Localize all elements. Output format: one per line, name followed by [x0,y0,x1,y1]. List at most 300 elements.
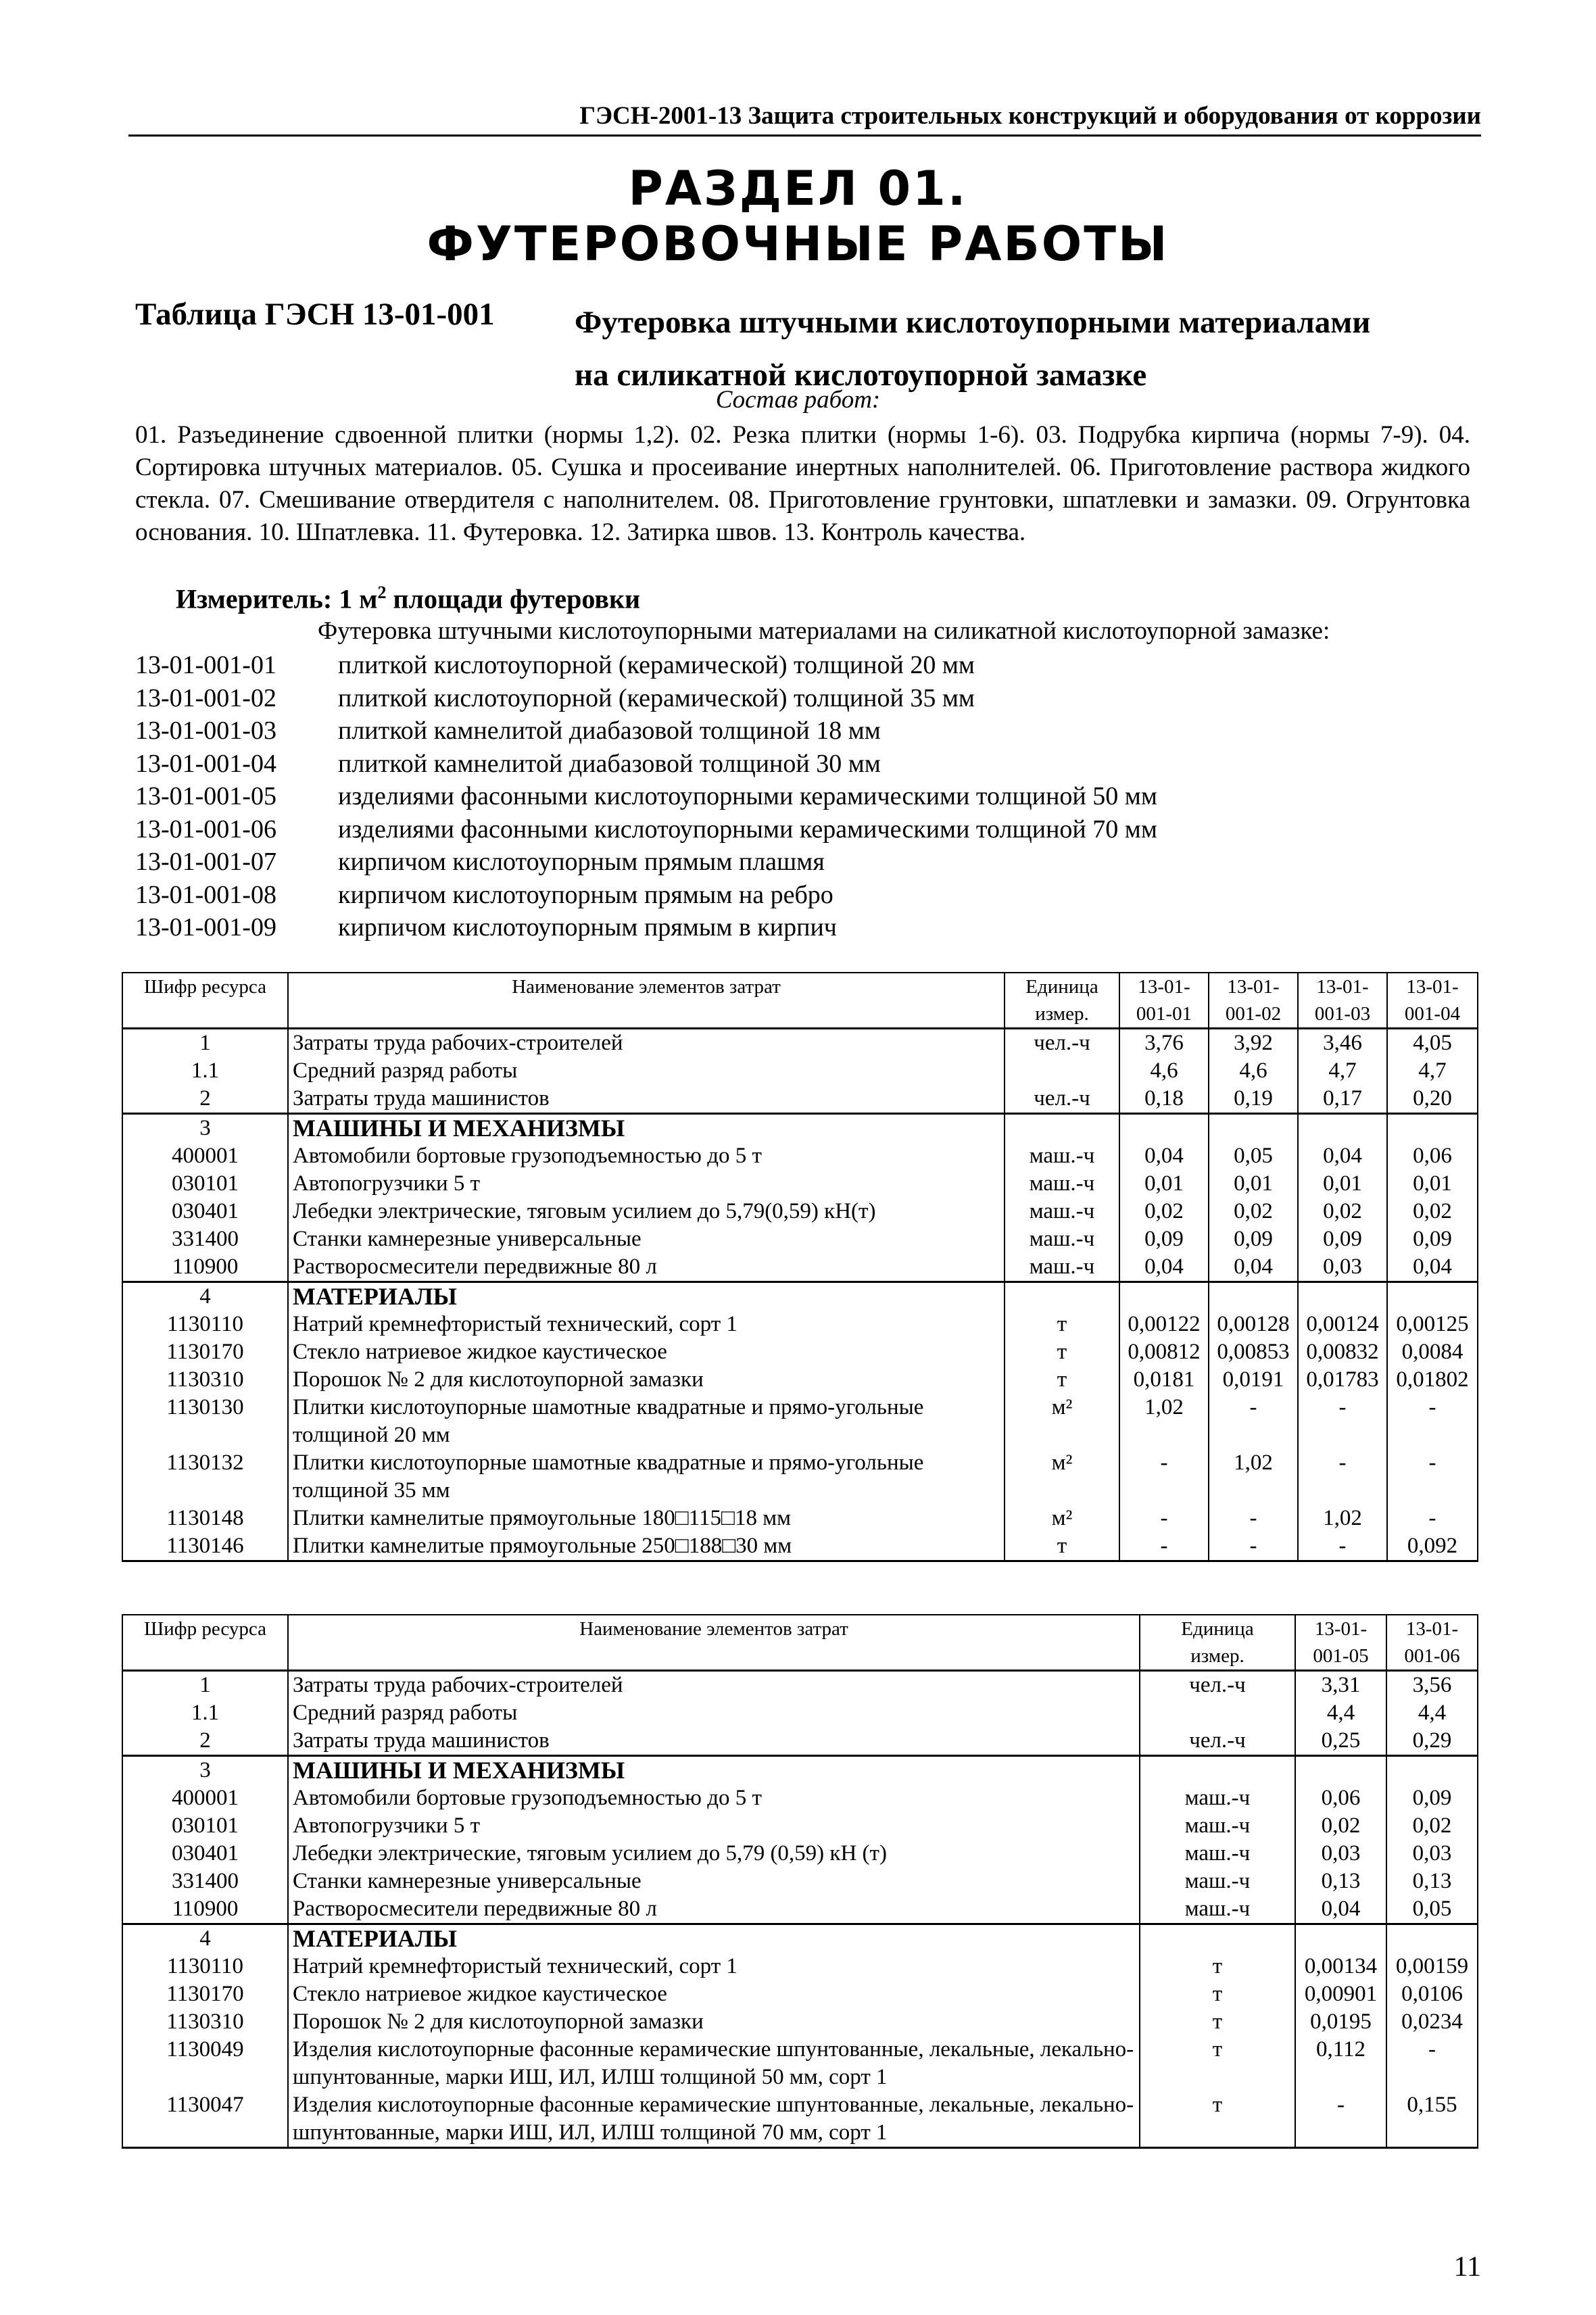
resource-value: 0,03 [1298,1253,1387,1282]
resource-value: 0,00122 [1119,1311,1209,1338]
table-row [122,1338,1478,1366]
resource-code: 030101 [122,1170,288,1198]
resource-code: 2 [122,1085,288,1114]
resource-unit [1140,1699,1295,1727]
resource-name: Изделия кислотоупорные фасонные керамические шпунтованные, лекальные, лекально-шпунтованные, марки ИШ, ИЛ, ИЛШ толщиной 70 мм, сорт 1 [288,2091,1140,2148]
resource-value: 0,02 [1119,1198,1209,1225]
resource-value: 0,092 [1387,1532,1478,1561]
resource-value: 0,00124 [1298,1311,1387,1338]
table-id: Таблица ГЭСН 13-01-001 [135,297,495,332]
composition-text: 01. Разъединение сдвоенной плитки (нормы 1,2). 02. Резка плитки (нормы 1-6). 03. Подрубка кирпича (нормы 7-9). 04. Сортировка штучных материалов. 05. Сушка и просеивание инертных наполнителей. 06. Приготовление раствора жидкого стекла. 07. Смешивание отвердителя с наполнителем. 08. Приготовление грунтовки, шпатлевки и замазки. 09. Огрунтовка основания. 10. Шпатлевка. 11. Футеровка. 12. Затирка швов. 13. Контроль качества. [135,421,1470,546]
table-row [122,1057,1478,1085]
header-unit [1005,973,1119,1029]
resource-value: - [1298,1449,1387,1505]
resource-value: - [1295,2091,1386,2148]
resources-table-1 [122,972,1478,1562]
running-header: ГЭСН-2001-13 Защита строительных конструкций и оборудования от коррозии [128,101,1481,137]
resource-value: 0,0234 [1386,2008,1478,2036]
resource-unit: м² [1005,1505,1119,1532]
resource-value [1387,1282,1478,1311]
resource-value: 0,09 [1209,1225,1298,1253]
table-row [122,1366,1478,1394]
resource-value: 4,6 [1209,1057,1298,1085]
header-row [122,1615,1478,1671]
header-unit [1140,1615,1295,1671]
resource-unit: чел.-ч [1140,1727,1295,1756]
resource-value: 4,7 [1387,1057,1478,1085]
header-norm-line-1: 13-01- [1316,976,1369,998]
norm-item [135,879,1157,912]
resource-value: 0,29 [1386,1727,1478,1756]
resource-unit [1005,1114,1119,1143]
resource-name: МАТЕРИАЛЫ [288,1924,1140,1953]
resource-value: 0,09 [1387,1225,1478,1253]
norm-text: кирпичом кислотоупорным прямым плашмя [338,848,825,876]
resource-name: Лебедки электрические, тяговым усилием до 5,79(0,59) кН(т) [288,1198,1005,1225]
header-norm-line-2: 001-02 [1225,1003,1282,1025]
resource-value [1119,1114,1209,1143]
resource-code: 400001 [122,1142,288,1170]
norms-intro: Футеровка штучными кислотоупорными материалами на силикатной кислотоупорной замазке: [318,617,1330,645]
resource-value: - [1209,1532,1298,1561]
header-name: Наименование элементов затрат [288,1615,1140,1671]
resource-value: - [1119,1449,1209,1505]
resource-unit: маш.-ч [1140,1895,1295,1924]
norm-text: плиткой камнелитой диабазовой толщиной 18 мм [338,716,881,745]
norm-text: плиткой кислотоупорной (керамической) толщиной 35 мм [338,683,975,712]
table-row [122,1253,1478,1282]
resource-code: 030101 [122,1812,288,1840]
resource-name: Средний разряд работы [288,1699,1140,1727]
resource-value: 0,00812 [1119,1338,1209,1366]
table-row [122,1671,1478,1700]
norm-item [135,911,1157,944]
header-norm-column [1387,973,1478,1029]
resource-value: 0,01 [1119,1170,1209,1198]
norm-code: 13-01-001-02 [135,683,276,712]
resource-value: 0,04 [1119,1253,1209,1282]
resource-value: - [1209,1505,1298,1532]
resource-code: 331400 [122,1225,288,1253]
resource-value: 4,05 [1387,1029,1478,1058]
table-row [122,2036,1478,2091]
header-code: Шифр ресурса [122,1615,288,1671]
resource-value: 3,76 [1119,1029,1209,1058]
measurement-unit [176,583,640,614]
resource-unit: чел.-ч [1005,1029,1119,1058]
resource-value: 0,01 [1298,1170,1387,1198]
resource-value: 1,02 [1119,1394,1209,1449]
resource-unit [1140,1924,1295,1953]
resource-value [1298,1282,1387,1311]
resource-value [1209,1282,1298,1311]
resource-code: 400001 [122,1784,288,1812]
resource-unit: т [1005,1366,1119,1394]
header-norm-line-2: 001-05 [1313,1645,1369,1667]
norm-code: 13-01-001-04 [135,749,276,778]
resource-name: Стекло натриевое жидкое каустическое [288,1338,1005,1366]
resource-value: 0,112 [1295,2036,1386,2091]
resource-value: 0,03 [1386,1840,1478,1868]
resource-value: 0,0106 [1386,1980,1478,2008]
resource-code: 1130148 [122,1505,288,1532]
table-row [122,1924,1478,1953]
resource-value: 0,0191 [1209,1366,1298,1394]
resource-value [1386,1756,1478,1785]
resource-value: 1,02 [1298,1505,1387,1532]
resource-name: Изделия кислотоупорные фасонные керамические шпунтованные, лекальные, лекально-шпунтованные, марки ИШ, ИЛ, ИЛШ толщиной 50 мм, сорт 1 [288,2036,1140,2091]
resource-name: Растворосмесители передвижные 80 л [288,1253,1005,1282]
resource-name: Автомобили бортовые грузоподъемностью до 5 т [288,1142,1005,1170]
resource-value: 0,20 [1387,1085,1478,1114]
resource-value: 0,01802 [1387,1366,1478,1394]
norm-text: кирпичом кислотоупорным прямым на ребро [338,880,833,909]
table-row [122,1840,1478,1868]
header-norm-line-2: 001-03 [1314,1003,1371,1025]
norm-item [135,649,1157,682]
resource-value: 0,13 [1386,1868,1478,1895]
resource-value: 0,00832 [1298,1338,1387,1366]
norm-code: 13-01-001-03 [135,716,276,745]
resource-value: 0,04 [1119,1142,1209,1170]
resource-value: 0,05 [1209,1142,1298,1170]
resource-value: 4,4 [1386,1699,1478,1727]
table-row [122,1895,1478,1924]
resources-table-2 [122,1614,1478,2149]
norm-code: 13-01-001-08 [135,880,276,909]
resource-code: 1130310 [122,2008,288,2036]
resource-name: Плитки кислотоупорные шамотные квадратные и прямо-угольные толщиной 20 мм [288,1394,1005,1449]
norm-code: 13-01-001-07 [135,848,276,876]
resource-unit: маш.-ч [1005,1225,1119,1253]
resource-unit: т [1005,1338,1119,1366]
table-row [122,2091,1478,2148]
resource-name: Затраты труда рабочих-строителей [288,1671,1140,1700]
resource-value [1295,1924,1386,1953]
resource-code: 1130132 [122,1449,288,1505]
page-number: 11 [1453,2251,1481,2283]
table-row [122,1198,1478,1225]
resource-value: 0,155 [1386,2091,1478,2148]
header-norm-column [1209,973,1298,1029]
resource-value [1119,1282,1209,1311]
header-norm-line-1: 13-01- [1227,976,1280,998]
table-title-line-2: на силикатной кислотоупорной замазке [575,358,1147,393]
resource-value: 0,00125 [1387,1311,1478,1338]
resource-name: Плитки камнелитые прямоугольные 250□188□30 мм [288,1532,1005,1561]
resource-value: 0,00901 [1295,1980,1386,2008]
table-row [122,1029,1478,1058]
resource-value: - [1387,1505,1478,1532]
resource-value: 0,0195 [1295,2008,1386,2036]
resource-value: 0,03 [1295,1840,1386,1868]
header-norm-line-2: 001-06 [1404,1645,1460,1667]
header-norm-line-1: 13-01- [1138,976,1190,998]
resource-code: 1 [122,1029,288,1058]
header-norm-line-1: 13-01- [1406,976,1459,998]
section-title: РАЗДЕЛ 01. [628,161,968,216]
norm-item [135,748,1157,781]
resource-code: 1130310 [122,1366,288,1394]
resource-unit: т [1140,2091,1295,2148]
resource-value: 0,09 [1298,1225,1387,1253]
table-row [122,1812,1478,1840]
norm-item [135,846,1157,879]
resource-name: Автопогрузчики 5 т [288,1170,1005,1198]
norm-item [135,714,1157,748]
resource-value: 0,13 [1295,1868,1386,1895]
resource-value: 0,17 [1298,1085,1387,1114]
header-norm-line-1: 13-01- [1405,1618,1459,1640]
norm-text: плиткой камнелитой диабазовой толщиной 30 мм [338,749,881,778]
resource-value: - [1387,1449,1478,1505]
header-unit-line-2: измер. [1190,1645,1244,1667]
resource-value: 0,02 [1298,1198,1387,1225]
resource-value: 0,02 [1295,1812,1386,1840]
norm-code: 13-01-001-01 [135,651,276,679]
resource-value: 0,01 [1387,1170,1478,1198]
table-row [122,1394,1478,1449]
resource-unit: чел.-ч [1140,1671,1295,1700]
resource-unit: маш.-ч [1005,1170,1119,1198]
resource-value: 0,01783 [1298,1366,1387,1394]
resource-value: 0,02 [1386,1812,1478,1840]
composition-title: Состав работ: [715,386,881,414]
resource-value: 3,92 [1209,1029,1298,1058]
resource-code: 3 [122,1756,288,1785]
table-row [122,1170,1478,1198]
resource-name: Плитки кислотоупорные шамотные квадратные и прямо-угольные толщиной 35 мм [288,1449,1005,1505]
resource-value: 4,6 [1119,1057,1209,1085]
resource-value: - [1119,1505,1209,1532]
resource-name: Станки камнерезные универсальные [288,1868,1140,1895]
resource-name: Натрий кремнефтористый технический, сорт 1 [288,1953,1140,1980]
resource-value: 0,06 [1387,1142,1478,1170]
resource-value: 0,00159 [1386,1953,1478,1980]
resource-code: 030401 [122,1840,288,1868]
resource-unit: маш.-ч [1140,1812,1295,1840]
resource-value: 0,0084 [1387,1338,1478,1366]
resource-unit: м² [1005,1394,1119,1449]
table-row [122,1868,1478,1895]
resource-value: 4,4 [1295,1699,1386,1727]
resource-unit: т [1140,2036,1295,2091]
resource-unit: маш.-ч [1005,1253,1119,1282]
resource-unit: т [1005,1311,1119,1338]
resource-name: МАТЕРИАЛЫ [288,1282,1005,1311]
resource-code: 1130130 [122,1394,288,1449]
table-row [122,1980,1478,2008]
resource-unit [1005,1057,1119,1085]
resource-unit [1005,1282,1119,1311]
resource-unit: чел.-ч [1005,1085,1119,1114]
resource-value: 0,00134 [1295,1953,1386,1980]
header-name: Наименование элементов затрат [288,973,1005,1029]
resource-value [1386,1924,1478,1953]
resource-value [1295,1756,1386,1785]
resource-value: 1,02 [1209,1449,1298,1505]
resource-code: 1130110 [122,1953,288,1980]
measure-prefix: Измеритель: 1 м [176,583,378,614]
resource-code: 110900 [122,1895,288,1924]
resource-unit: т [1140,1980,1295,2008]
table-row [122,1699,1478,1727]
resource-value: 0,04 [1387,1253,1478,1282]
table-row [122,1505,1478,1532]
resource-name: Лебедки электрические, тяговым усилием до 5,79 (0,59) кН (т) [288,1840,1140,1868]
section-subtitle: ФУТЕРОВОЧНЫЕ РАБОТЫ [427,216,1169,272]
norms-list [135,649,1157,944]
resource-unit: т [1140,1953,1295,1980]
resource-value: 0,02 [1387,1198,1478,1225]
resource-value: 0,19 [1209,1085,1298,1114]
resource-code: 1 [122,1671,288,1700]
resource-name: Затраты труда рабочих-строителей [288,1029,1005,1058]
norm-item [135,682,1157,715]
resource-value: 3,31 [1295,1671,1386,1700]
resource-value: 0,09 [1119,1225,1209,1253]
resource-name: Затраты труда машинистов [288,1085,1005,1114]
resource-value: 0,06 [1295,1784,1386,1812]
resource-name: Затраты труда машинистов [288,1727,1140,1756]
norm-text: плиткой кислотоупорной (керамической) толщиной 20 мм [338,651,975,679]
norm-item [135,780,1157,813]
resource-code: 1130170 [122,1980,288,2008]
resource-value: - [1386,2036,1478,2091]
header-unit-line-2: измер. [1035,1003,1089,1025]
measure-suffix: площади футеровки [386,583,641,614]
resource-code: 1130170 [122,1338,288,1366]
resource-name: Стекло натриевое жидкое каустическое [288,1980,1140,2008]
resource-unit [1140,1756,1295,1785]
resource-value [1209,1114,1298,1143]
table-row [122,1727,1478,1756]
resource-value: - [1119,1532,1209,1561]
resource-name: Станки камнерезные универсальные [288,1225,1005,1253]
header-code: Шифр ресурса [122,973,288,1029]
resource-value: - [1387,1394,1478,1449]
resource-value: 0,18 [1119,1085,1209,1114]
resource-unit: маш.-ч [1005,1142,1119,1170]
resource-code: 1.1 [122,1057,288,1085]
header-unit-line-1: Единица [1025,976,1098,998]
resource-value: 0,05 [1386,1895,1478,1924]
header-norm-line-2: 001-04 [1404,1003,1461,1025]
resource-code: 2 [122,1727,288,1756]
resource-code: 4 [122,1282,288,1311]
resource-code: 1130146 [122,1532,288,1561]
resource-value [1298,1114,1387,1143]
resource-value: 0,0181 [1119,1366,1209,1394]
resource-unit: маш.-ч [1140,1868,1295,1895]
resource-unit: м² [1005,1449,1119,1505]
resource-value: 0,02 [1209,1198,1298,1225]
table-row [122,1953,1478,1980]
resource-unit: маш.-ч [1005,1198,1119,1225]
header-norm-column [1295,1615,1386,1671]
resource-value: 0,00853 [1209,1338,1298,1366]
resource-value: - [1209,1394,1298,1449]
resource-name: Плитки камнелитые прямоугольные 180□115□18 мм [288,1505,1005,1532]
resource-name: Порошок № 2 для кислотоупорной замазки [288,2008,1140,2036]
resource-value: 0,01 [1209,1170,1298,1198]
norm-item [135,813,1157,846]
header-norm-line-1: 13-01- [1314,1618,1368,1640]
norm-code: 13-01-001-09 [135,913,276,942]
resource-name: МАШИНЫ И МЕХАНИЗМЫ [288,1756,1140,1785]
resource-code: 1.1 [122,1699,288,1727]
resource-name: Растворосмесители передвижные 80 л [288,1895,1140,1924]
norm-text: изделиями фасонными кислотоупорными керамическими толщиной 70 мм [338,814,1157,844]
resource-value: 0,09 [1386,1784,1478,1812]
resource-unit: маш.-ч [1140,1840,1295,1868]
resource-name: Средний разряд работы [288,1057,1005,1085]
table-row [122,1311,1478,1338]
resource-value: 0,04 [1209,1253,1298,1282]
header-row [122,973,1478,1029]
resource-code: 110900 [122,1253,288,1282]
header-norm-column [1119,973,1209,1029]
table-row [122,2008,1478,2036]
resource-code: 3 [122,1114,288,1143]
norm-text: изделиями фасонными кислотоупорными керамическими толщиной 50 мм [338,782,1157,810]
resource-code: 4 [122,1924,288,1953]
norm-text: кирпичом кислотоупорным прямым в кирпич [338,913,837,942]
resource-value: 0,00128 [1209,1311,1298,1338]
table-row [122,1784,1478,1812]
resource-value: 3,56 [1386,1671,1478,1700]
table-row [122,1114,1478,1143]
resource-value: 4,7 [1298,1057,1387,1085]
resource-value: 0,25 [1295,1727,1386,1756]
header-norm-column [1298,973,1387,1029]
table-row [122,1282,1478,1311]
resource-value: 0,04 [1295,1895,1386,1924]
table-row [122,1532,1478,1561]
resource-value: - [1298,1532,1387,1561]
norm-code: 13-01-001-06 [135,814,276,844]
table-row [122,1142,1478,1170]
table-row [122,1085,1478,1114]
table-row [122,1756,1478,1785]
table-row [122,1449,1478,1505]
resource-code: 1130049 [122,2036,288,2091]
header-norm-line-2: 001-01 [1136,1003,1192,1025]
norm-code: 13-01-001-05 [135,782,276,810]
resource-value [1387,1114,1478,1143]
resource-value: - [1298,1394,1387,1449]
resource-name: МАШИНЫ И МЕХАНИЗМЫ [288,1114,1005,1143]
header-norm-column [1386,1615,1478,1671]
resource-value: 3,46 [1298,1029,1387,1058]
resource-name: Автомобили бортовые грузоподъемностью до 5 т [288,1784,1140,1812]
resource-unit: т [1005,1532,1119,1561]
resource-code: 1130110 [122,1311,288,1338]
measure-sup: 2 [377,583,387,602]
resource-name: Автопогрузчики 5 т [288,1812,1140,1840]
resource-value: 0,04 [1298,1142,1387,1170]
resource-name: Порошок № 2 для кислотоупорной замазки [288,1366,1005,1394]
resource-name: Натрий кремнефтористый технический, сорт 1 [288,1311,1005,1338]
table-title-line-1: Футеровка штучными кислотоупорными материалами [575,305,1371,340]
resource-unit: т [1140,2008,1295,2036]
table-row [122,1225,1478,1253]
resource-code: 030401 [122,1198,288,1225]
resource-code: 331400 [122,1868,288,1895]
header-unit-line-1: Единица [1181,1618,1254,1640]
resource-code: 1130047 [122,2091,288,2148]
resource-unit: маш.-ч [1140,1784,1295,1812]
